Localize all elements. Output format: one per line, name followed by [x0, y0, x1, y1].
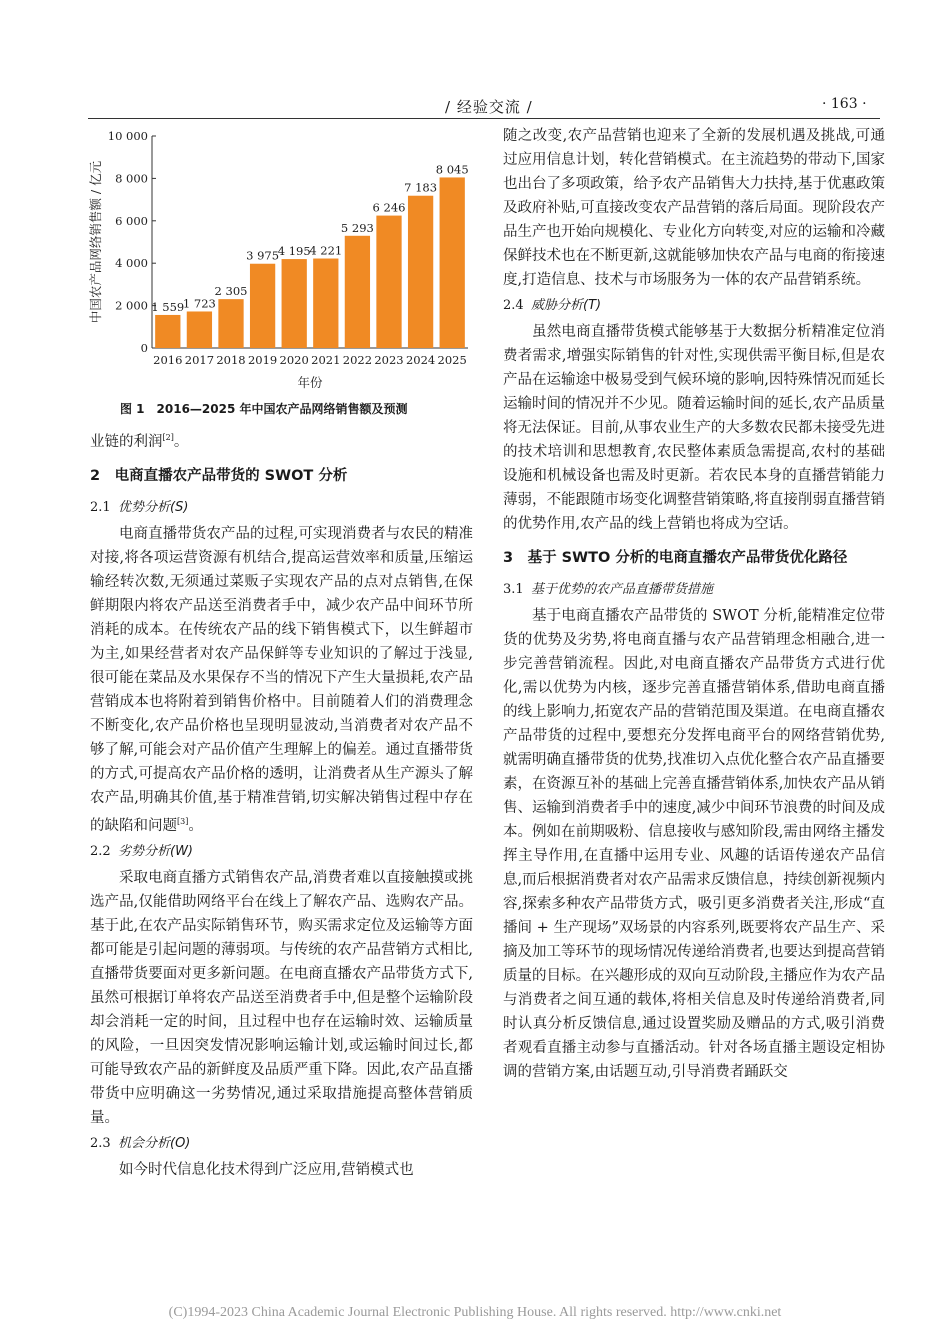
x-tick-label: 2023	[374, 353, 404, 367]
x-tick-label: 2025	[437, 353, 467, 367]
copyright-footer: (C)1994-2023 China Academic Journal Electronic Publishing House. All rights reserved. http://www.cnki.net	[168, 1305, 782, 1320]
x-axis-title: 年份	[297, 375, 323, 390]
paragraph: 虽然电商直播带货模式能够基于大数据分析精准定位消费者需求,增强实际销售的针对性,实现供需平衡目标,但是农产品在运输途中极易受到气候环境的影响,因特殊情况而延长运输时间的情况并不少见。随着运输时间的延长,农产品质量将无法保证。目前,从事农业生产的大多数农民都未接受先进的技术培训和思想教育,农民整体素质急需提高,农村的基础设施和机械设备也需及时更新。若农民本身的直播营销能力薄弱，不能跟随市场变化调整营销策略,将直接削弱直播营销的优势作用,农产品的线上营销也将成为空话。	[503, 324, 885, 532]
y-tick-label: 2 000	[115, 298, 148, 313]
y-tick-label: 0	[140, 341, 148, 355]
bar	[282, 259, 307, 348]
bar	[250, 264, 275, 348]
section-heading: 2 电商直播农产品带货的 SWOT 分析	[90, 467, 348, 484]
paragraph: 随之改变,农产品营销也迎来了全新的发展机遇及挑战,可通过应用信息计划，转化营销模式。在主流趋势的带动下,国家也出台了多项政策，给予农产品销售大力扶持,基于优惠政策及政府补贴,可直接改变农产品营销的落后局面。现阶段农产品生产也开始向规模化、专业化方向转变,对应的运输和冷藏保鲜技术也在不断更新,这就能够加快农产品与电商的衔接速度,打造信息、技术与市场服务为一体的农产品营销系统。	[503, 128, 885, 288]
bar	[313, 259, 338, 348]
bar-value-label: 1 723	[182, 296, 216, 311]
section-heading: 3 基于 SWTO 分析的电商直播农产品带货优化路径	[503, 550, 848, 566]
bar	[408, 196, 433, 348]
bar-value-label: 8 045	[435, 162, 469, 177]
x-tick-label: 2022	[342, 353, 373, 367]
subsection-heading: 3.1 基于优势的农产品直播带货措施	[503, 582, 714, 597]
bar-value-label: 6 246	[372, 200, 406, 215]
bar-value-label: 4 195	[277, 244, 311, 259]
citation: [2]	[162, 433, 174, 442]
subsection-heading: 2.2 劣势分析(W)	[90, 843, 193, 859]
right-column	[503, 124, 885, 1084]
left-column	[90, 426, 473, 1182]
x-tick-label: 2019	[247, 353, 278, 367]
bar	[187, 311, 212, 348]
bar	[440, 177, 465, 348]
paragraph: 电商直播带货农产品的过程,可实现消费者与农民的精准对接,将各项运营资源有机结合,提高运营效率和质量,压缩运输经转次数,无须通过菜贩子实现农产品的点对点销售,在保鲜期限内将农产品送至消费者手中，减少农产品中间环节所消耗的成本。在传统农产品的线下销售模式下，以生鲜超市为主,如果经营者对农产品保鲜等专业知识的了解过于浅显,很可能在菜品及水果保存不当的情况下产生大量损耗,农产品营销成本也将附着到销售价格中。目前随着人们的消费理念不断变化,农产品价格也呈现明显波动,当消费者对农产品不够了解,可能会对产品价值产生理解上的偏差。通过直播带货的方式,可提高农产品价格的透明，让消费者从生产源头了解农产品,明确其价值,基于精准营销,切实解决销售过程中存在的缺陷和问题[3]。	[90, 525, 473, 834]
running-header-section: / 经验交流 /	[445, 98, 533, 116]
paragraph: 采取电商直播方式销售农产品,消费者难以直接触摸或挑选产品,仅能借助网络平台在线上了解农产品、选购农产品。基于此,在农产品实际销售环节，购买需求定位及运输等方面都可能是引起问题的薄弱项。与传统的农产品营销方式相比,直播带货要面对更多新问题。在电商直播农产品带货方式下,虽然可根据订单将农产品送至消费者手中,但是整个运输阶段却会消耗一定的时间，且过程中也存在运输时效、运输质量的风险，一旦因突发情况影响运输计划,或运输时间过长,都可能导致农产品的新鲜度及品质严重下降。因此,农产品直播带货中应明确这一劣势情况,通过采取措施提高整体营销质量。	[90, 869, 473, 1126]
bar-value-label: 4 221	[309, 243, 343, 258]
paragraph: 基于电商直播农产品带货的 SWOT 分析,能精准定位带货的优势及劣势,将电商直播与农产品营销理念相融合,进一步完善营销流程。因此,对电商直播农产品带货方式进行优化,需以优势为内核，逐步完善直播营销体系,借助电商直播的线上影响力,拓宽农产品的营销范围及渠道。在电商直播农产品带货的过程中,要想充分发挥电商平台的网络营销优势,就需明确直播带货的优势,找准切入点优化整合农产品直播要素，在资源互补的基础上完善直播营销体系,加快农产品从销售、运输到消费者手中的速度,减少中间环节浪费的时间及成本。例如在前期吸粉、信息接收与感知阶段,需由网络主播发挥主导作用,在直播中运用专业、风趣的话语传递农产品信息,而后根据消费者对农产品需求反馈信息，持续创新视频内容,探索多种农产品带货方式，吸引更多消费者关注,形成“直播间 + 生产现场”双场景的内容系列,既要将农产品生产、采摘及加工等环节的现场情况传递给消费者,也要达到提高营销质量的目标。在兴趣形成的双向互动阶段,主播应作为农产品与消费者之间互通的载体,将相关信息及时传递给消费者,同时认真分析反馈信息,通过设置奖励及赠品的方式,吸引消费者观看直播主动参与直播活动。针对各场直播主题设定相协调的营销方案,由话题互动,引导消费者踊跃交	[503, 608, 885, 1080]
subsection-heading: 2.1 优势分析(S)	[90, 499, 189, 515]
x-tick-label: 2017	[184, 353, 215, 367]
y-tick-label: 8 000	[115, 171, 148, 186]
bar-value-label: 2 305	[214, 284, 248, 299]
bar	[218, 299, 243, 348]
page-number: · 163 ·	[822, 96, 867, 112]
subsection-heading: 2.3 机会分析(O)	[90, 1135, 191, 1151]
bar-chart	[80, 125, 480, 395]
header-rule	[88, 118, 880, 119]
x-tick-label: 2021	[311, 353, 341, 367]
x-tick-label: 2024	[405, 353, 436, 367]
bar	[376, 216, 401, 348]
bar-value-label: 1 559	[151, 299, 185, 314]
y-axis-title: 中国农产品网络销售额 / 亿元	[88, 160, 103, 324]
citation: [3]	[177, 816, 189, 826]
paragraph: 如今时代信息化技术得到广泛应用,营销模式也	[119, 1161, 414, 1178]
bar-value-label: 7 183	[404, 180, 438, 195]
y-tick-label: 10 000	[107, 129, 148, 143]
bar	[155, 315, 180, 348]
x-tick-label: 2016	[153, 353, 183, 367]
y-tick-label: 4 000	[115, 256, 148, 271]
x-tick-label: 2020	[279, 353, 309, 367]
bar-value-label: 3 975	[246, 248, 280, 263]
y-tick-label: 6 000	[115, 213, 148, 228]
bar-value-label: 5 293	[340, 220, 374, 235]
bar	[345, 236, 370, 348]
x-tick-label: 2018	[216, 353, 246, 367]
paragraph: 业链的利润[2]。	[90, 433, 189, 450]
figure-caption: 图 1 2016—2025 年中国农产品网络销售额及预测	[120, 402, 408, 416]
subsection-heading: 2.4 威胁分析(T)	[503, 298, 602, 313]
